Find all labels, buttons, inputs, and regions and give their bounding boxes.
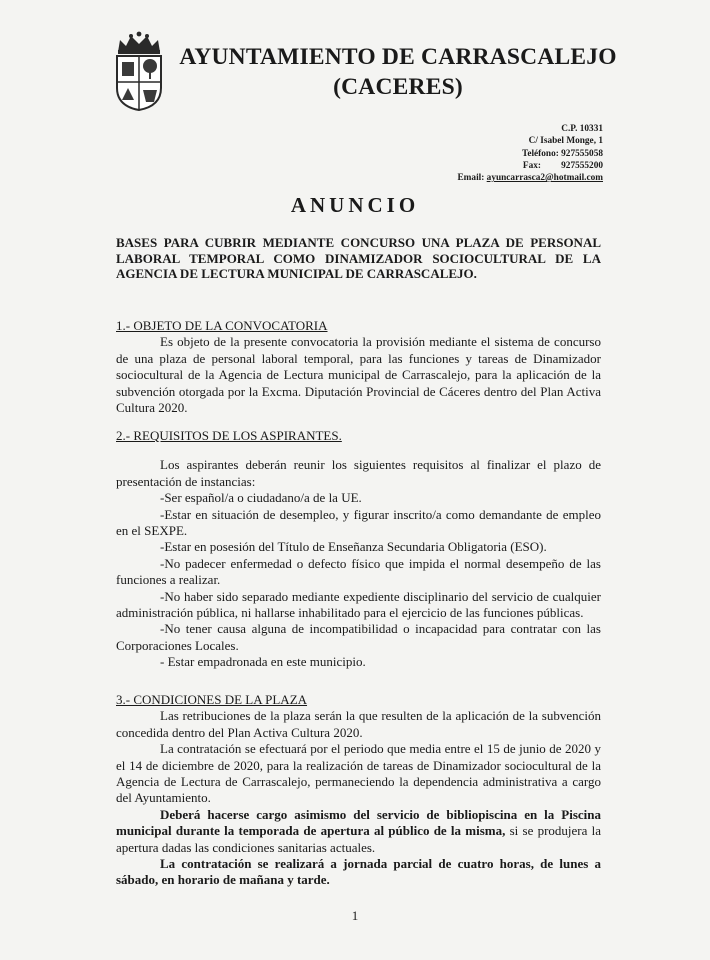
contact-block — [457, 123, 603, 184]
fax — [457, 160, 603, 172]
title-line-2: (CACERES) — [333, 74, 463, 100]
page-number: 1 — [351, 908, 359, 923]
requirement-item: -Estar en situación de desempleo, y figurar inscrito/a como demandante de empleo en el SEXPE. — [116, 506, 601, 539]
section-3-paragraph-1: Las retribuciones de la plaza serán la que resulten de la aplicación de la subvención concedida dentro del Plan Activa Cultura 2020. — [116, 708, 601, 740]
requirement-item: -No tener causa alguna de incompatibilidad o incapacidad para contratar con las Corporaciones Locales. — [116, 621, 601, 653]
requirement-item: -Ser español/a o ciudadano/a de la UE. — [160, 490, 362, 506]
section-3-paragraph-2: La contratación se efectuará por el periodo que media entre el 15 de junio de 2020 y el 14 de diciembre de 2020, para la realización de tareas de Dinamizador sociocultural de la Agencia de Lectura de Carrascalejo, permaneciendo la dependencia administrativa a cargo del Ayuntamiento. — [116, 741, 601, 806]
email-label: Email: — [457, 173, 485, 184]
requirement-item: -No padecer enfermedad o defecto físico que impida el normal desempeño de las funciones a realizar. — [116, 555, 601, 588]
fax-value: 927555200 — [561, 160, 603, 171]
section-2-title: 2.- REQUISITOS DE LOS ASPIRANTES. — [116, 428, 342, 443]
section-3-paragraph-3 — [116, 807, 601, 856]
municipality-title — [178, 42, 618, 102]
requirement-item: -No haber sido separado mediante expediente disciplinario del servicio de cualquier administración pública, ni hallarse inhabilitado para el ejercicio de las funciones públicas. — [116, 588, 601, 621]
section-3-paragraph-4: La contratación se realizará a jornada parcial de cuatro horas, de lunes a sábado, en horario de mañana y tarde. — [116, 856, 601, 888]
fax-label: Fax: — [522, 160, 541, 171]
email-value: ayuncarrasca2@hotmail.com — [486, 173, 603, 184]
section-3-paragraph-3-rest: si se produjera la apertura dadas las condiciones sanitarias actuales. — [116, 823, 601, 855]
document-heading: BASES PARA CUBRIR MEDIANTE CONCURSO UNA PLAZA DE PERSONAL LABORAL TEMPORAL COMO DINAMIZADOR SOCIOCULTURAL DE LA AGENCIA DE LECTURA MUNICIPAL DE CARRASCALEJO. — [116, 235, 601, 281]
coat-of-arms-icon — [112, 30, 166, 112]
section-1-text: Es objeto de la presente convocatoria la provisión mediante el sistema de concurso de una plaza de personal laboral temporal, para las funciones y tareas de Dinamizador sociocultural de la Agencia de Lectura municipal de Carrascalejo, para la aplicación de la subvención otorgada por la Excma. Diputación Provincial de Cáceres dentro del Plan Activa Cultura 2020. — [116, 334, 601, 416]
email — [457, 172, 603, 184]
requirement-item: - Estar empadronada en este municipio. — [160, 654, 366, 670]
section-2 — [116, 428, 601, 671]
postal-code: C.P. 10331 — [561, 124, 603, 134]
section-1 — [116, 318, 601, 416]
section-3 — [116, 692, 601, 889]
phone: Teléfono: 927555058 — [521, 148, 603, 159]
section-3-paragraph-3-bold: Deberá hacerse cargo asimismo del servicio de bibliopiscina en la Piscina municipal durante la temporada de apertura al público de la misma, — [116, 806, 601, 839]
address: C/ Isabel Monge, 1 — [528, 136, 603, 147]
section-1-title: 1.- OBJETO DE LA CONVOCATORIA — [116, 318, 328, 333]
title-line-1: AYUNTAMIENTO DE CARRASCALEJO — [179, 44, 617, 70]
announcement-title: ANUNCIO — [290, 193, 420, 217]
section-2-intro: Los aspirantes deberán reunir los siguientes requisitos al finalizar el plazo de presentación de instancias: — [116, 457, 601, 489]
section-3-title: 3.- CONDICIONES DE LA PLAZA — [116, 692, 308, 707]
requirement-item: -Estar en posesión del Título de Enseñanza Secundaria Obligatoria (ESO). — [160, 539, 547, 555]
